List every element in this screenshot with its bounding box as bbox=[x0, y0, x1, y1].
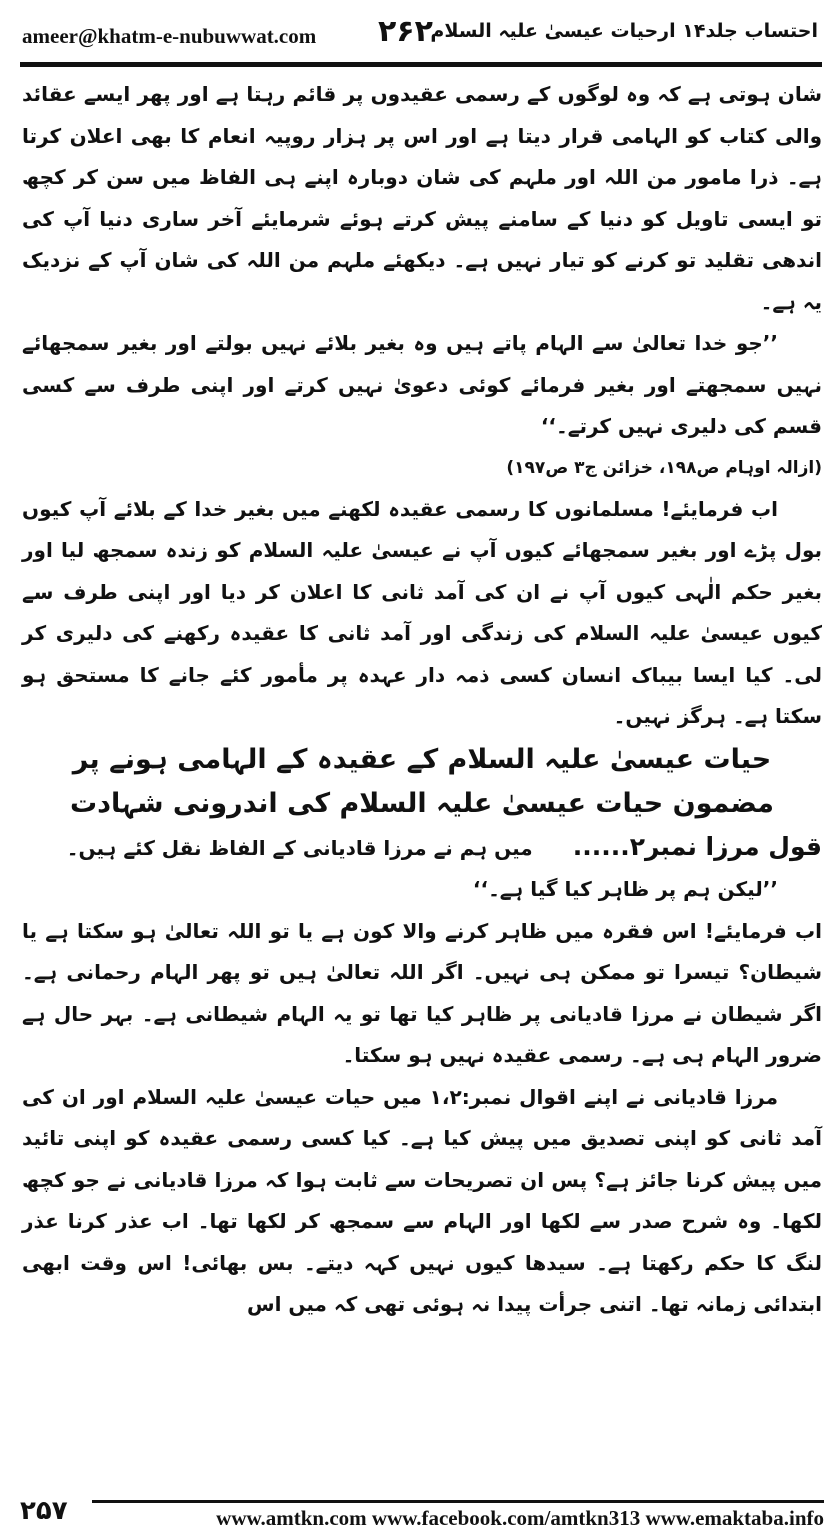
page-body bbox=[22, 74, 822, 1454]
paragraph-3: اب فرمایئے! اس فقرہ میں ظاہر کرنے والا کون ہے یا تو اللہ تعالیٰ ہو سکتا ہے یا شیطان؟ تیسرا تو ممکن ہی نہیں۔ اگر اللہ تعالیٰ ہیں تو پھر الہام رحمانی ہے۔ اگر شیطان نے مرزا قادیانی پر ظاہر کیا تھا تو یہ الہام شیطانی ہے۔ بہر حال ہے ضرور الہام ہی ہے۔ رسمی عقیدہ نہیں ہو سکتا۔ bbox=[22, 918, 822, 1067]
quote-1: ’’جو خدا تعالیٰ سے الہام پاتے ہیں وہ بغیر بلائے نہیں بولتے اور بغیر سمجھائے نہیں سمجھتے اور بغیر فرمائے کوئی دعویٰ نہیں کرتے اور اپنی طرف سے کسی قسم کی دلیری نہیں کرتے۔‘‘ bbox=[22, 331, 822, 438]
header-email: ameer@khatm-e-nubuwwat.com bbox=[22, 24, 317, 48]
footer-rule bbox=[92, 1500, 824, 1503]
sub-heading-label: قول مرزا نمبر۲...... bbox=[572, 831, 822, 861]
header-page-number: ۲۶۲ bbox=[378, 14, 433, 49]
reference-1: (ازالہ اوہام ص۱۹۸، خزائن ج۳ ص۱۹۷) bbox=[506, 457, 822, 478]
header-rule bbox=[20, 62, 822, 67]
footer-links: www.amtkn.com www.facebook.com/amtkn313 www.emaktaba.info bbox=[216, 1506, 824, 1530]
header-title: احتساب جلد۱۴ ارحیات عیسیٰ علیہ السلام bbox=[430, 20, 818, 42]
page-footer bbox=[20, 1494, 824, 1538]
sub-heading-row bbox=[22, 826, 822, 870]
paragraph-1: شان ہوتی ہے کہ وہ لوگوں کے رسمی عقیدوں پر قائم رہتا ہے اور پھر ایسے عقائد والی کتاب کو الہامی قرار دیتا ہے اور اس پر ہزار روپیہ انعام کا بھی اعلان کرتا ہے۔ ذرا مامور من اللہ اور ملہم کی شان دوبارہ اپنے ہی الفاظ میں سن کر کچھ تو ایسی تاویل کو دنیا کے سامنے پیش کرتے ہوئے شرمایئے آخر ساری دنیا آپ کی اندھی تقلید تو کرنے کو تیار نہیں ہے۔ دیکھئے ملہم من اللہ کی شان آپ کے نزدیک یہ ہے۔ bbox=[22, 82, 822, 314]
page-header bbox=[0, 0, 840, 66]
paragraph-4: مرزا قادیانی نے اپنے اقوال نمبر:۱،۲ میں حیات عیسیٰ علیہ السلام اور ان کی آمد ثانی کو اپنی تصدیق میں پیش کیا ہے۔ کیا کسی رسمی عقیدہ کو اپنی تائید میں پیش کرنا جائز ہے؟ پس ان تصریحات سے ثابت ہوا کہ مرزا قادیانی نے جو کچھ لکھا۔ وہ شرح صدر سے لکھا اور الہام سے سمجھ کر لکھا تھا۔ اب عذر کرنا عذر لنگ کا حکم رکھتا ہے۔ سیدھا کیوں نہیں کہہ دیتے۔ بس بھائی! اس وقت ابھی ابتدائی زمانہ تھا۔ اتنی جرأت پیدا نہ ہوئی تھی کہ میں اس bbox=[22, 1084, 822, 1316]
paragraph-2: اب فرمایئے! مسلمانوں کا رسمی عقیدہ لکھنے میں بغیر خدا کے بلائے آپ کیوں بول پڑے اور بغیر سمجھائے کیوں آپ نے عیسیٰ علیہ السلام کو زندہ سمجھ لیا اور بغیر حکم الٰہی کیوں آپ نے ان کی آمد ثانی کا اعلان کر دیا اور اپنی طرف سے کیوں عیسیٰ علیہ السلام کی زندگی اور آمد ثانی کا عقیدہ رکھنے کی دلیری کر لی۔ کیا ایسا بیباک انسان کسی ذمہ دار عہدہ پر مأمور کئے جانے کا مستحق ہو سکتا ہے۔ ہرگز نہیں۔ bbox=[22, 496, 822, 728]
quote-2: ’’لیکن ہم پر ظاہر کیا گیا ہے۔‘‘ bbox=[472, 877, 778, 901]
footer-page-number: ۲۵۷ bbox=[20, 1496, 68, 1526]
sub-heading-text: میں ہم نے مرزا قادیانی کے الفاظ نقل کئے ہیں۔ bbox=[66, 835, 533, 860]
section-heading-line-2: مضمون حیات عیسیٰ علیہ السلام کی اندرونی شہادت bbox=[70, 787, 774, 819]
section-heading-line-1: حیات عیسیٰ علیہ السلام کے عقیدہ کے الہامی ہونے پر bbox=[72, 743, 772, 775]
